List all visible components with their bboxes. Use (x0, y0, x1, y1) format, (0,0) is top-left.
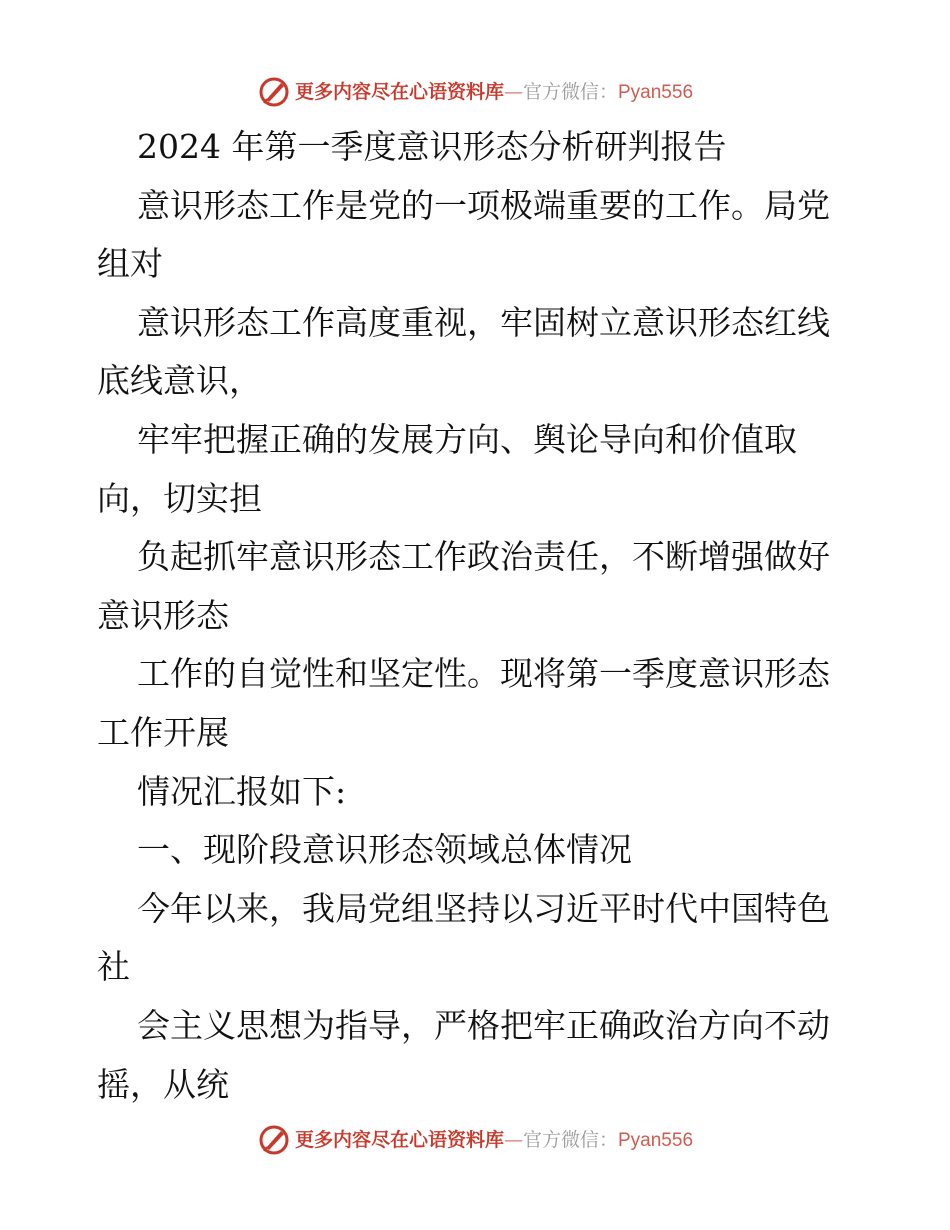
banner-site-text: 更多内容尽在心语资料库 (294, 80, 504, 103)
footer-watermark-banner (0, 1120, 950, 1160)
text-line: 工作开展 (97, 712, 229, 752)
text-line: 向，切实担 (97, 478, 262, 518)
document-body (97, 118, 857, 1114)
text-line: 意识形态 (97, 595, 229, 635)
text-line: 摇，从统 (97, 1064, 229, 1104)
banner-wechat-id: Pyan556 (618, 81, 694, 103)
quill-logo-icon (257, 75, 291, 109)
quill-logo-icon (257, 1123, 291, 1157)
banner-site-text: 更多内容尽在心语资料库 (294, 1128, 504, 1151)
document-title: 2024 年第一季度意识形态分析研判报告 (137, 127, 727, 166)
text-line: 底线意识， (97, 361, 262, 401)
banner-label: 官方微信： (522, 80, 618, 103)
section-heading: 一、现阶段意识形态领域总体情况 (137, 830, 632, 870)
text-line: 今年以来，我局党组坚持以习近平时代中国特色 (137, 888, 830, 928)
text-line: 意识形态工作高度重视，牢固树立意识形态红线 (137, 302, 830, 342)
header-watermark-banner (0, 72, 950, 112)
banner-dash: — (503, 1128, 523, 1151)
banner-label: 官方微信： (522, 1128, 618, 1151)
text-line: 情况汇报如下: (137, 771, 347, 811)
text-line: 会主义思想为指导，严格把牢正确政治方向不动 (137, 1005, 830, 1045)
text-line: 工作的自觉性和坚定性。现将第一季度意识形态 (137, 654, 830, 694)
banner-wechat-id: Pyan556 (618, 1129, 694, 1151)
banner-dash: — (503, 80, 523, 103)
text-line: 负起抓牢意识形态工作政治责任，不断增强做好 (137, 537, 830, 577)
text-line: 意识形态工作是党的一项极端重要的工作。局党 (137, 185, 830, 225)
text-line: 牢牢把握正确的发展方向、舆论导向和价值取 (137, 419, 797, 459)
text-line: 社 (97, 947, 130, 987)
text-line: 组对 (97, 244, 163, 284)
